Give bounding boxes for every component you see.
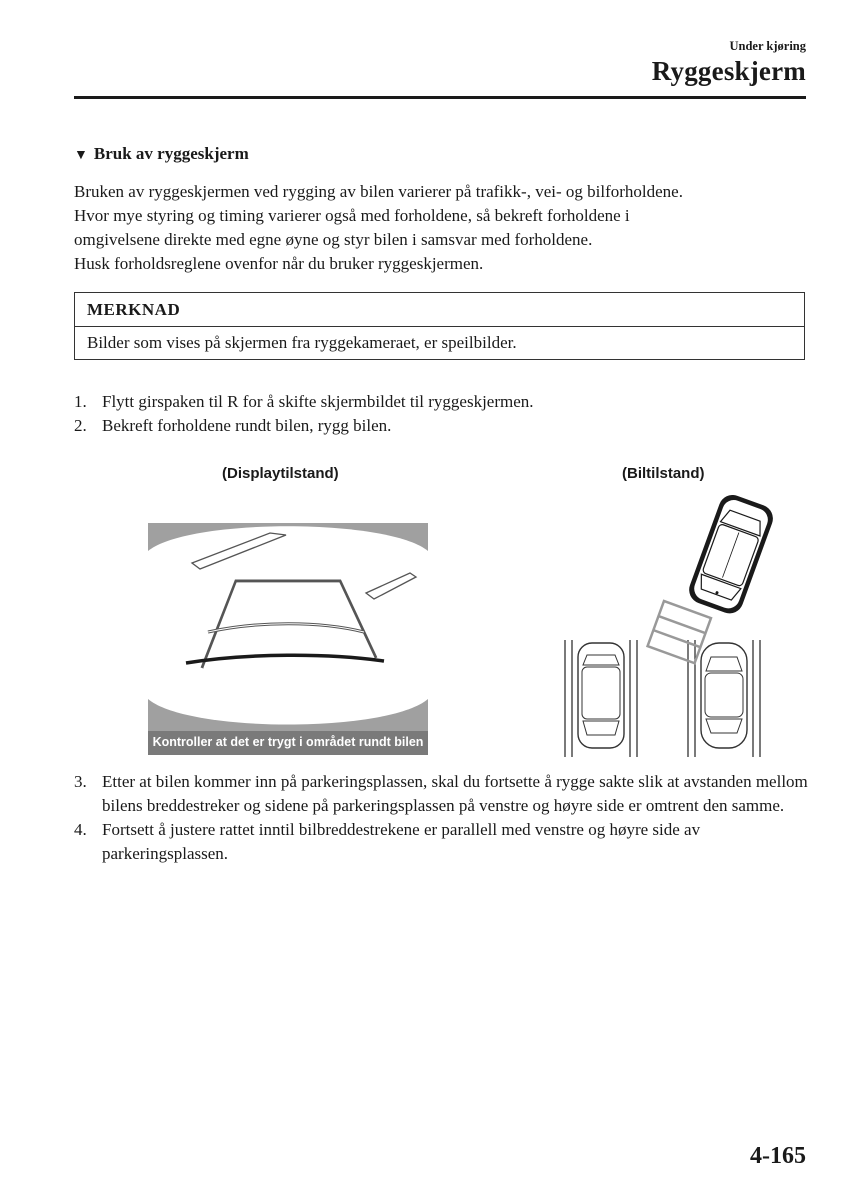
title-divider	[74, 96, 806, 99]
camera-view-area	[148, 526, 428, 724]
vehicle-parking-illustration	[560, 495, 790, 760]
vehicle-state-label: (Biltilstand)	[622, 465, 705, 482]
step-text: Flytt girspaken til R for å skifte skjermbildet til ryggeskjermen.	[102, 392, 534, 411]
steps-list	[74, 770, 814, 866]
page-number: 4-165	[750, 1143, 806, 1169]
intro-line: Bruken av ryggeskjermen ved rygging av bilen varierer på trafikk-, vei- og bilforholdene.	[74, 182, 683, 201]
step-number: 3.	[74, 772, 87, 791]
parked-car-right	[701, 643, 747, 748]
section-title: Bruk av ryggeskjerm	[93, 144, 249, 163]
step-number: 1.	[74, 392, 87, 411]
rear-camera-display-illustration	[148, 523, 428, 755]
note-box	[74, 292, 805, 360]
step-text: Etter at bilen kommer inn på parkeringsplassen, skal du fortsette å rygge sakte slik at avstanden mellom bilens breddestreker og sidene på parkeringsplassen på venstre og høyre side er omtrent den samme.	[102, 772, 808, 815]
section-heading	[74, 144, 249, 164]
note-heading: MERKNAD	[75, 293, 804, 327]
steps-list	[74, 390, 814, 438]
triangle-marker-icon: ▼	[74, 148, 88, 163]
display-state-label: (Displaytilstand)	[222, 465, 339, 482]
list-item	[74, 414, 814, 438]
guide-grid	[648, 601, 711, 663]
parked-car-left	[578, 643, 624, 748]
step-text: Bekreft forholdene rundt bilen, rygg bilen.	[102, 416, 392, 435]
intro-line: Hvor mye styring og timing varierer også med forholdene, så bekreft forholdene i	[74, 206, 630, 225]
intro-line: omgivelsene direkte med egne øyne og styr bilen i samsvar med forholdene.	[74, 230, 593, 249]
note-text: Bilder som vises på skjermen fra ryggekameraet, er speilbilder.	[87, 333, 517, 352]
list-item	[74, 770, 814, 818]
intro-line: Husk forholdsreglene ovenfor når du bruker ryggeskjermen.	[74, 254, 484, 273]
list-item	[74, 390, 814, 414]
step-text: Fortsett å justere rattet inntil bilbreddestrekene er parallell med venstre og høyre side av parkeringsplassen.	[102, 820, 701, 863]
step-number: 4.	[74, 820, 87, 839]
page-title: Ryggeskjerm	[651, 56, 806, 86]
step-number: 2.	[74, 416, 87, 435]
list-item	[74, 818, 814, 866]
intro-paragraph	[74, 180, 814, 276]
display-caption-text: Kontroller at det er trygt i området rundt bilen	[152, 735, 424, 749]
reversing-car	[685, 495, 777, 617]
chapter-label: Under kjøring	[729, 39, 806, 53]
